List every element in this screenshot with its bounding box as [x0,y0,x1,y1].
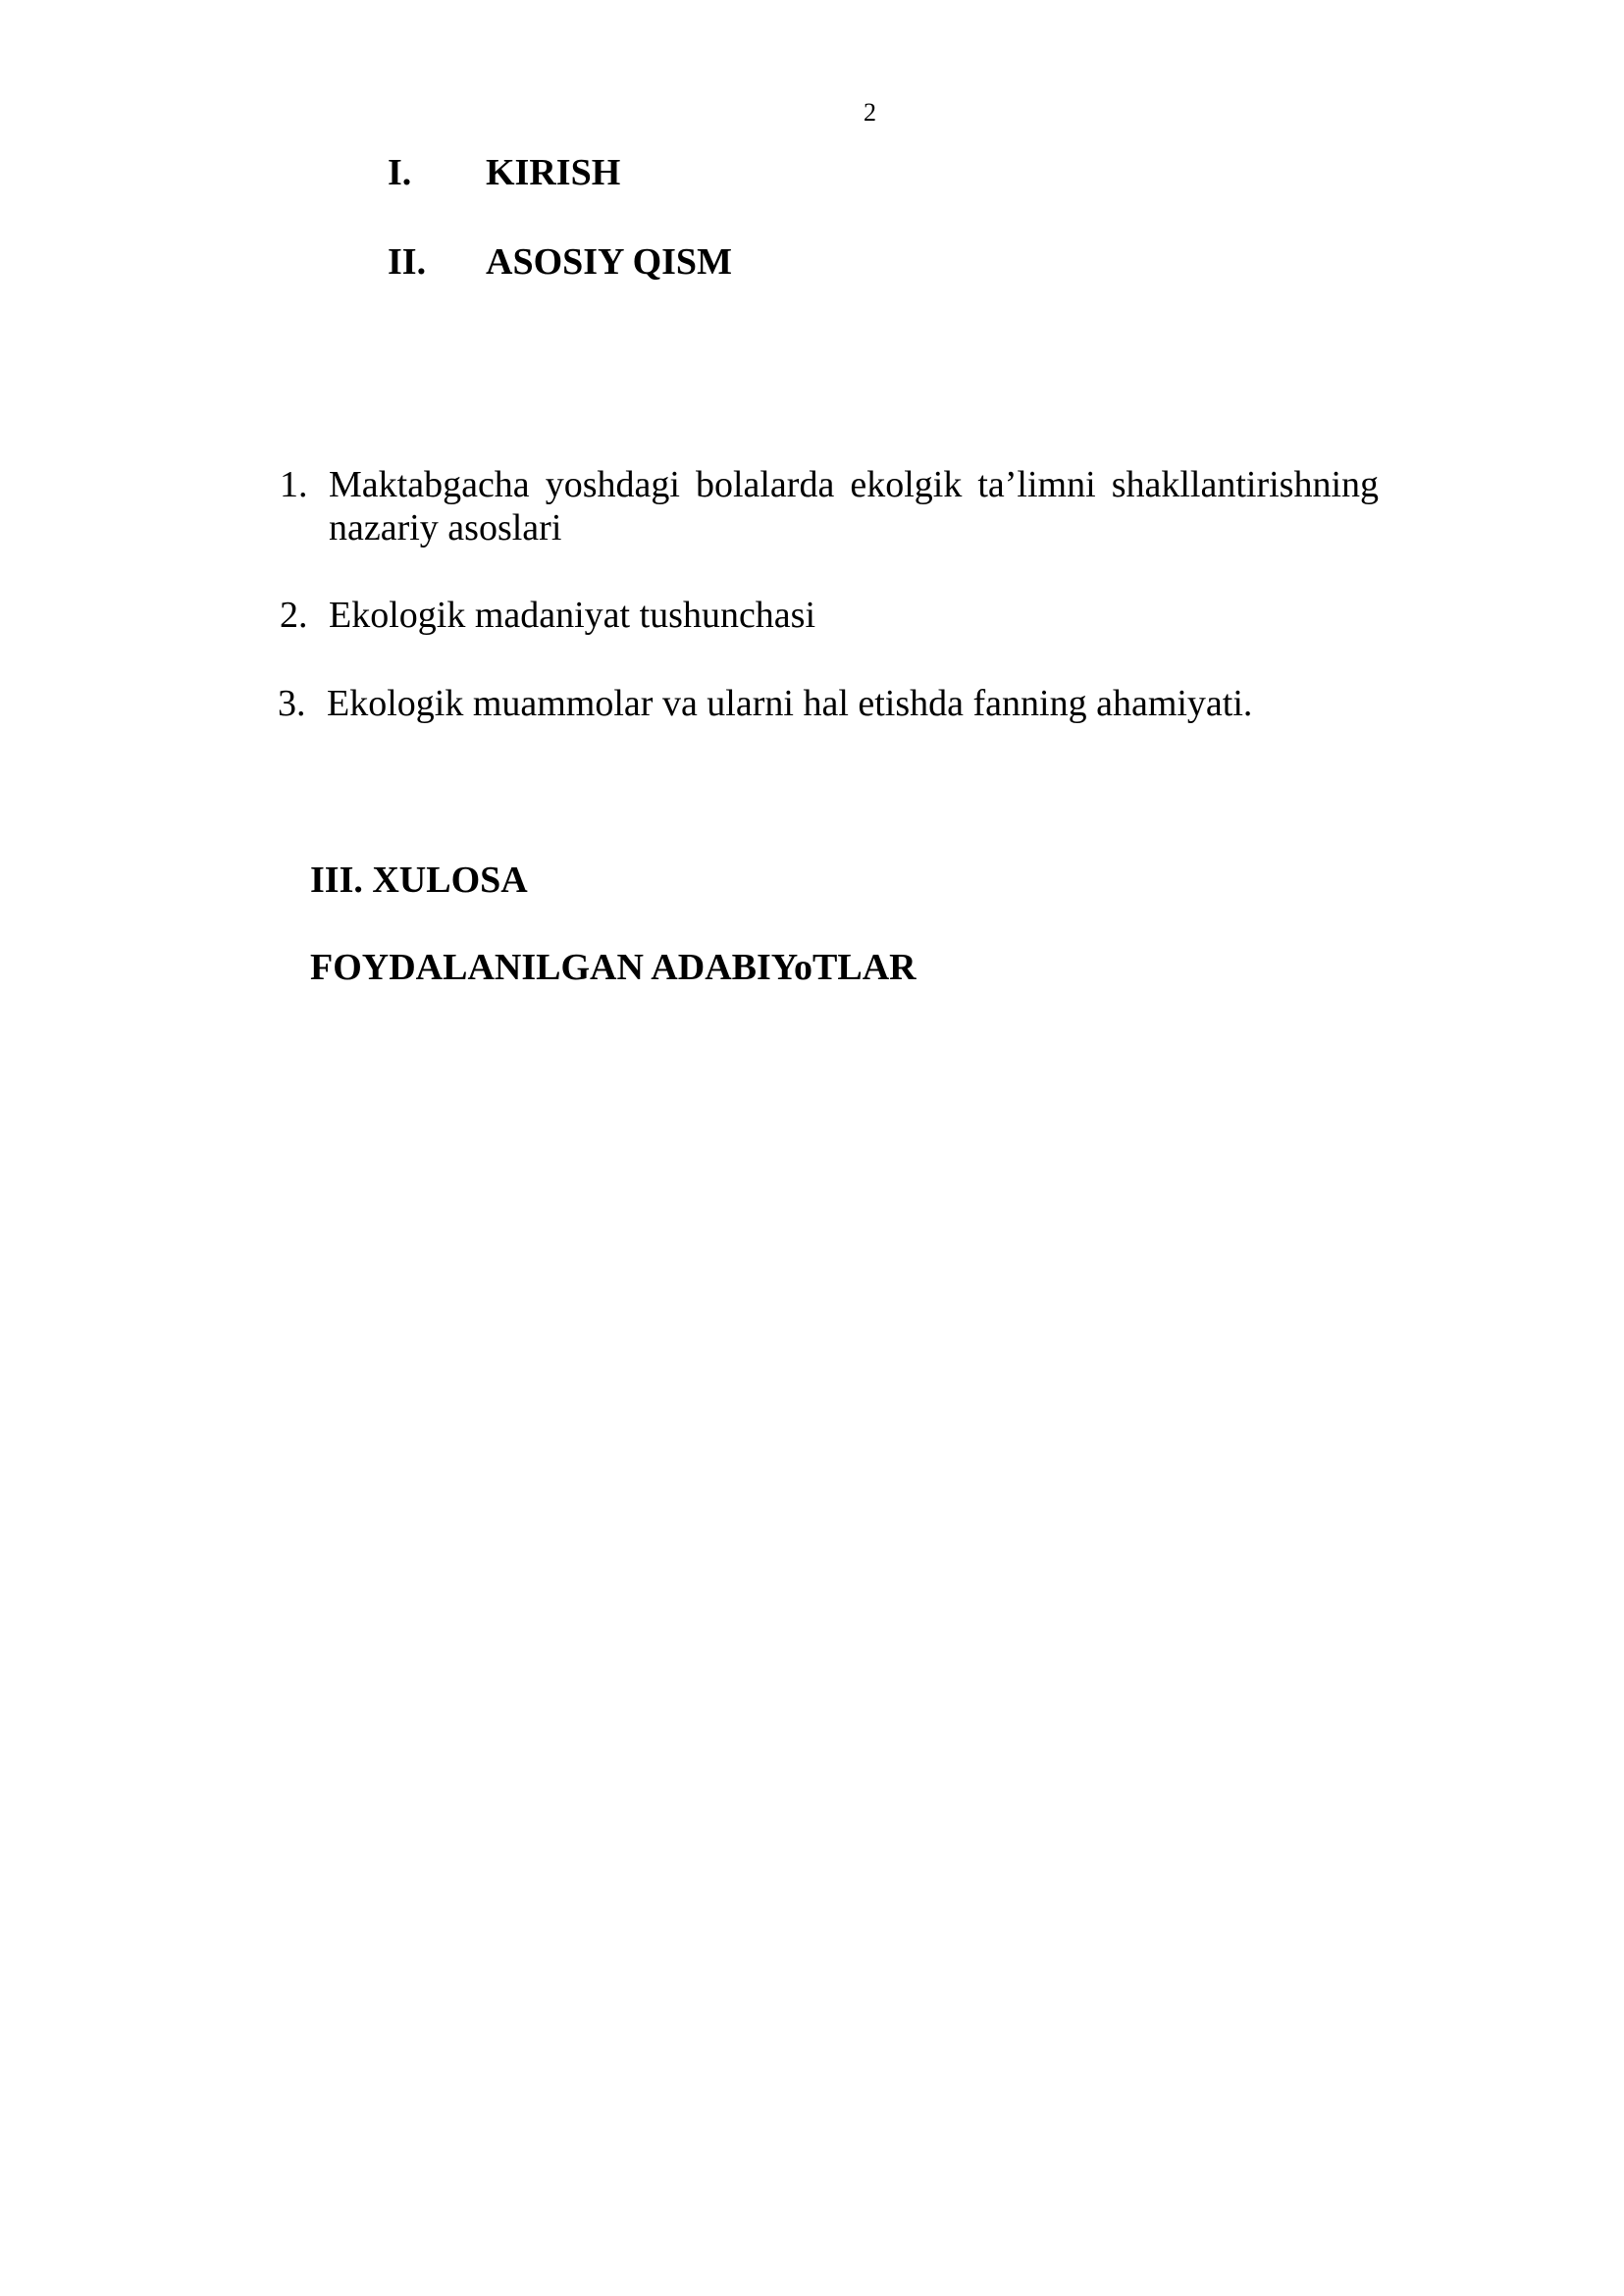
list-item-number: 3. [278,683,306,724]
list-item-number: 1. [280,464,308,505]
section-heading-asosiy-qism [388,240,976,284]
list-item [278,682,1387,725]
list-item-text: Maktabgacha yoshdagi bolalarda ekolgik ta’limni shakllantirishning nazariy asoslari [329,464,1379,548]
section-numeral: I. [388,152,412,193]
section-title: ASOSIY QISM [486,241,732,283]
list-item-text: Ekologik madaniyat tushunchasi [329,595,816,636]
section-title: KIRISH [486,152,621,193]
section-numeral: II. [388,241,427,283]
list-item-text: Ekologik muammolar va ularni hal etishda fanning ahamiyati. [327,683,1253,724]
page-number: 2 [864,98,876,127]
conclusion-heading: III. XULOSA [310,860,528,901]
section-heading-kirish [388,151,976,194]
list-item-number: 2. [280,595,308,636]
list-item [280,594,1388,637]
list-item [280,463,1388,551]
references-heading: FOYDALANILGAN ADABIYoTLAR [310,947,917,988]
